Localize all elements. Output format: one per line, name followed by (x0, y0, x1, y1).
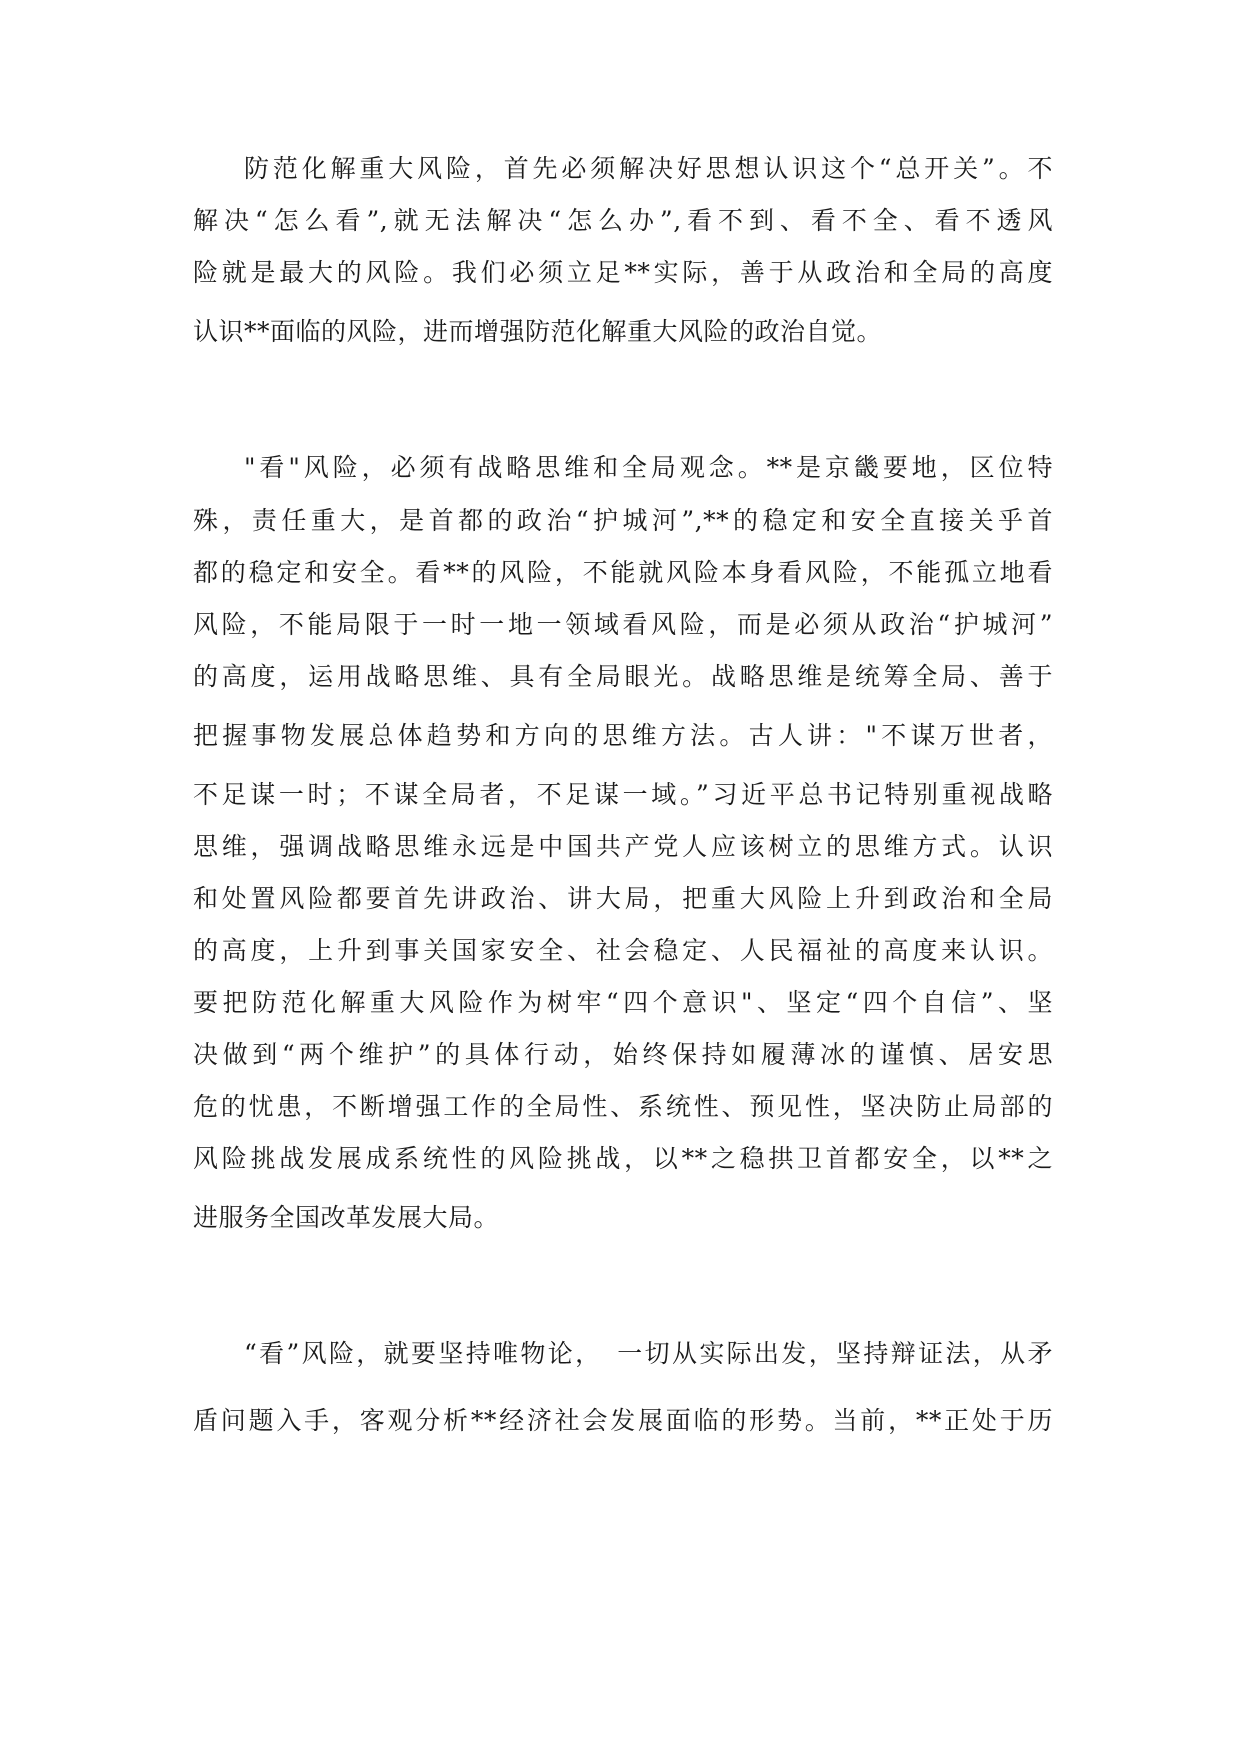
paragraph-line: 思维，强调战略思维永远是中国共产党人应该树立的思维方式。认识 (193, 832, 1053, 861)
paragraph-line: 进服务全国改革发展大局。 (193, 1203, 500, 1232)
paragraph-line: 要把防范化解重大风险作为树牢“四个意识"、坚定“四个自信”、坚 (193, 988, 1053, 1017)
paragraph-line: 的高度，运用战略思维、具有全局眼光。战略思维是统筹全局、善于 (193, 662, 1053, 691)
paragraph-line: 的高度，上升到事关国家安全、社会稳定、人民福祉的高度来认识。 (193, 936, 1053, 965)
paragraph-line: 防范化解重大风险，首先必须解决好思想认识这个“总开关”。不 (244, 154, 1053, 183)
paragraph-line: 风险，不能局限于一时一地一领域看风险，而是必须从政治“护城河” (193, 610, 1053, 639)
paragraph-line: 盾问题入手，客观分析**经济社会发展面临的形势。当前，**正处于历 (193, 1406, 1053, 1435)
paragraph-line: 危的忧患，不断增强工作的全局性、系统性、预见性，坚决防止局部的 (193, 1092, 1053, 1121)
paragraph-line: "看"风险，必须有战略思维和全局观念。**是京畿要地，区位特 (244, 453, 1053, 482)
paragraph-line: “看”风险，就要坚持唯物论， 一切从实际出发，坚持辩证法，从矛 (244, 1339, 1053, 1368)
paragraph-line: 和处置风险都要首先讲政治、讲大局，把重大风险上升到政治和全局 (193, 884, 1053, 913)
paragraph-line: 认识**面临的风险，进而增强防范化解重大风险的政治自觉。 (193, 317, 883, 346)
paragraph-line: 把握事物发展总体趋势和方向的思维方法。古人讲："不谋万世者， (193, 721, 1053, 750)
paragraph-line: 决做到“两个维护”的具体行动，始终保持如履薄冰的谨慎、居安思 (193, 1040, 1053, 1069)
paragraph-line: 都的稳定和安全。看**的风险，不能就风险本身看风险，不能孤立地看 (193, 558, 1053, 587)
paragraph-line: 不足谋一时；不谋全局者，不足谋一域。”习近平总书记特别重视战略 (193, 780, 1053, 809)
paragraph-line: 风险挑战发展成系统性的风险挑战，以**之稳拱卫首都安全，以**之 (193, 1144, 1053, 1173)
paragraph-line: 解决“怎么看”,就无法解决“怎么办”,看不到、看不全、看不透风 (193, 206, 1053, 235)
paragraph-line: 险就是最大的风险。我们必须立足**实际，善于从政治和全局的高度 (193, 258, 1053, 287)
paragraph-line: 殊，责任重大，是首都的政治“护城河”,**的稳定和安全直接关乎首 (193, 506, 1053, 535)
